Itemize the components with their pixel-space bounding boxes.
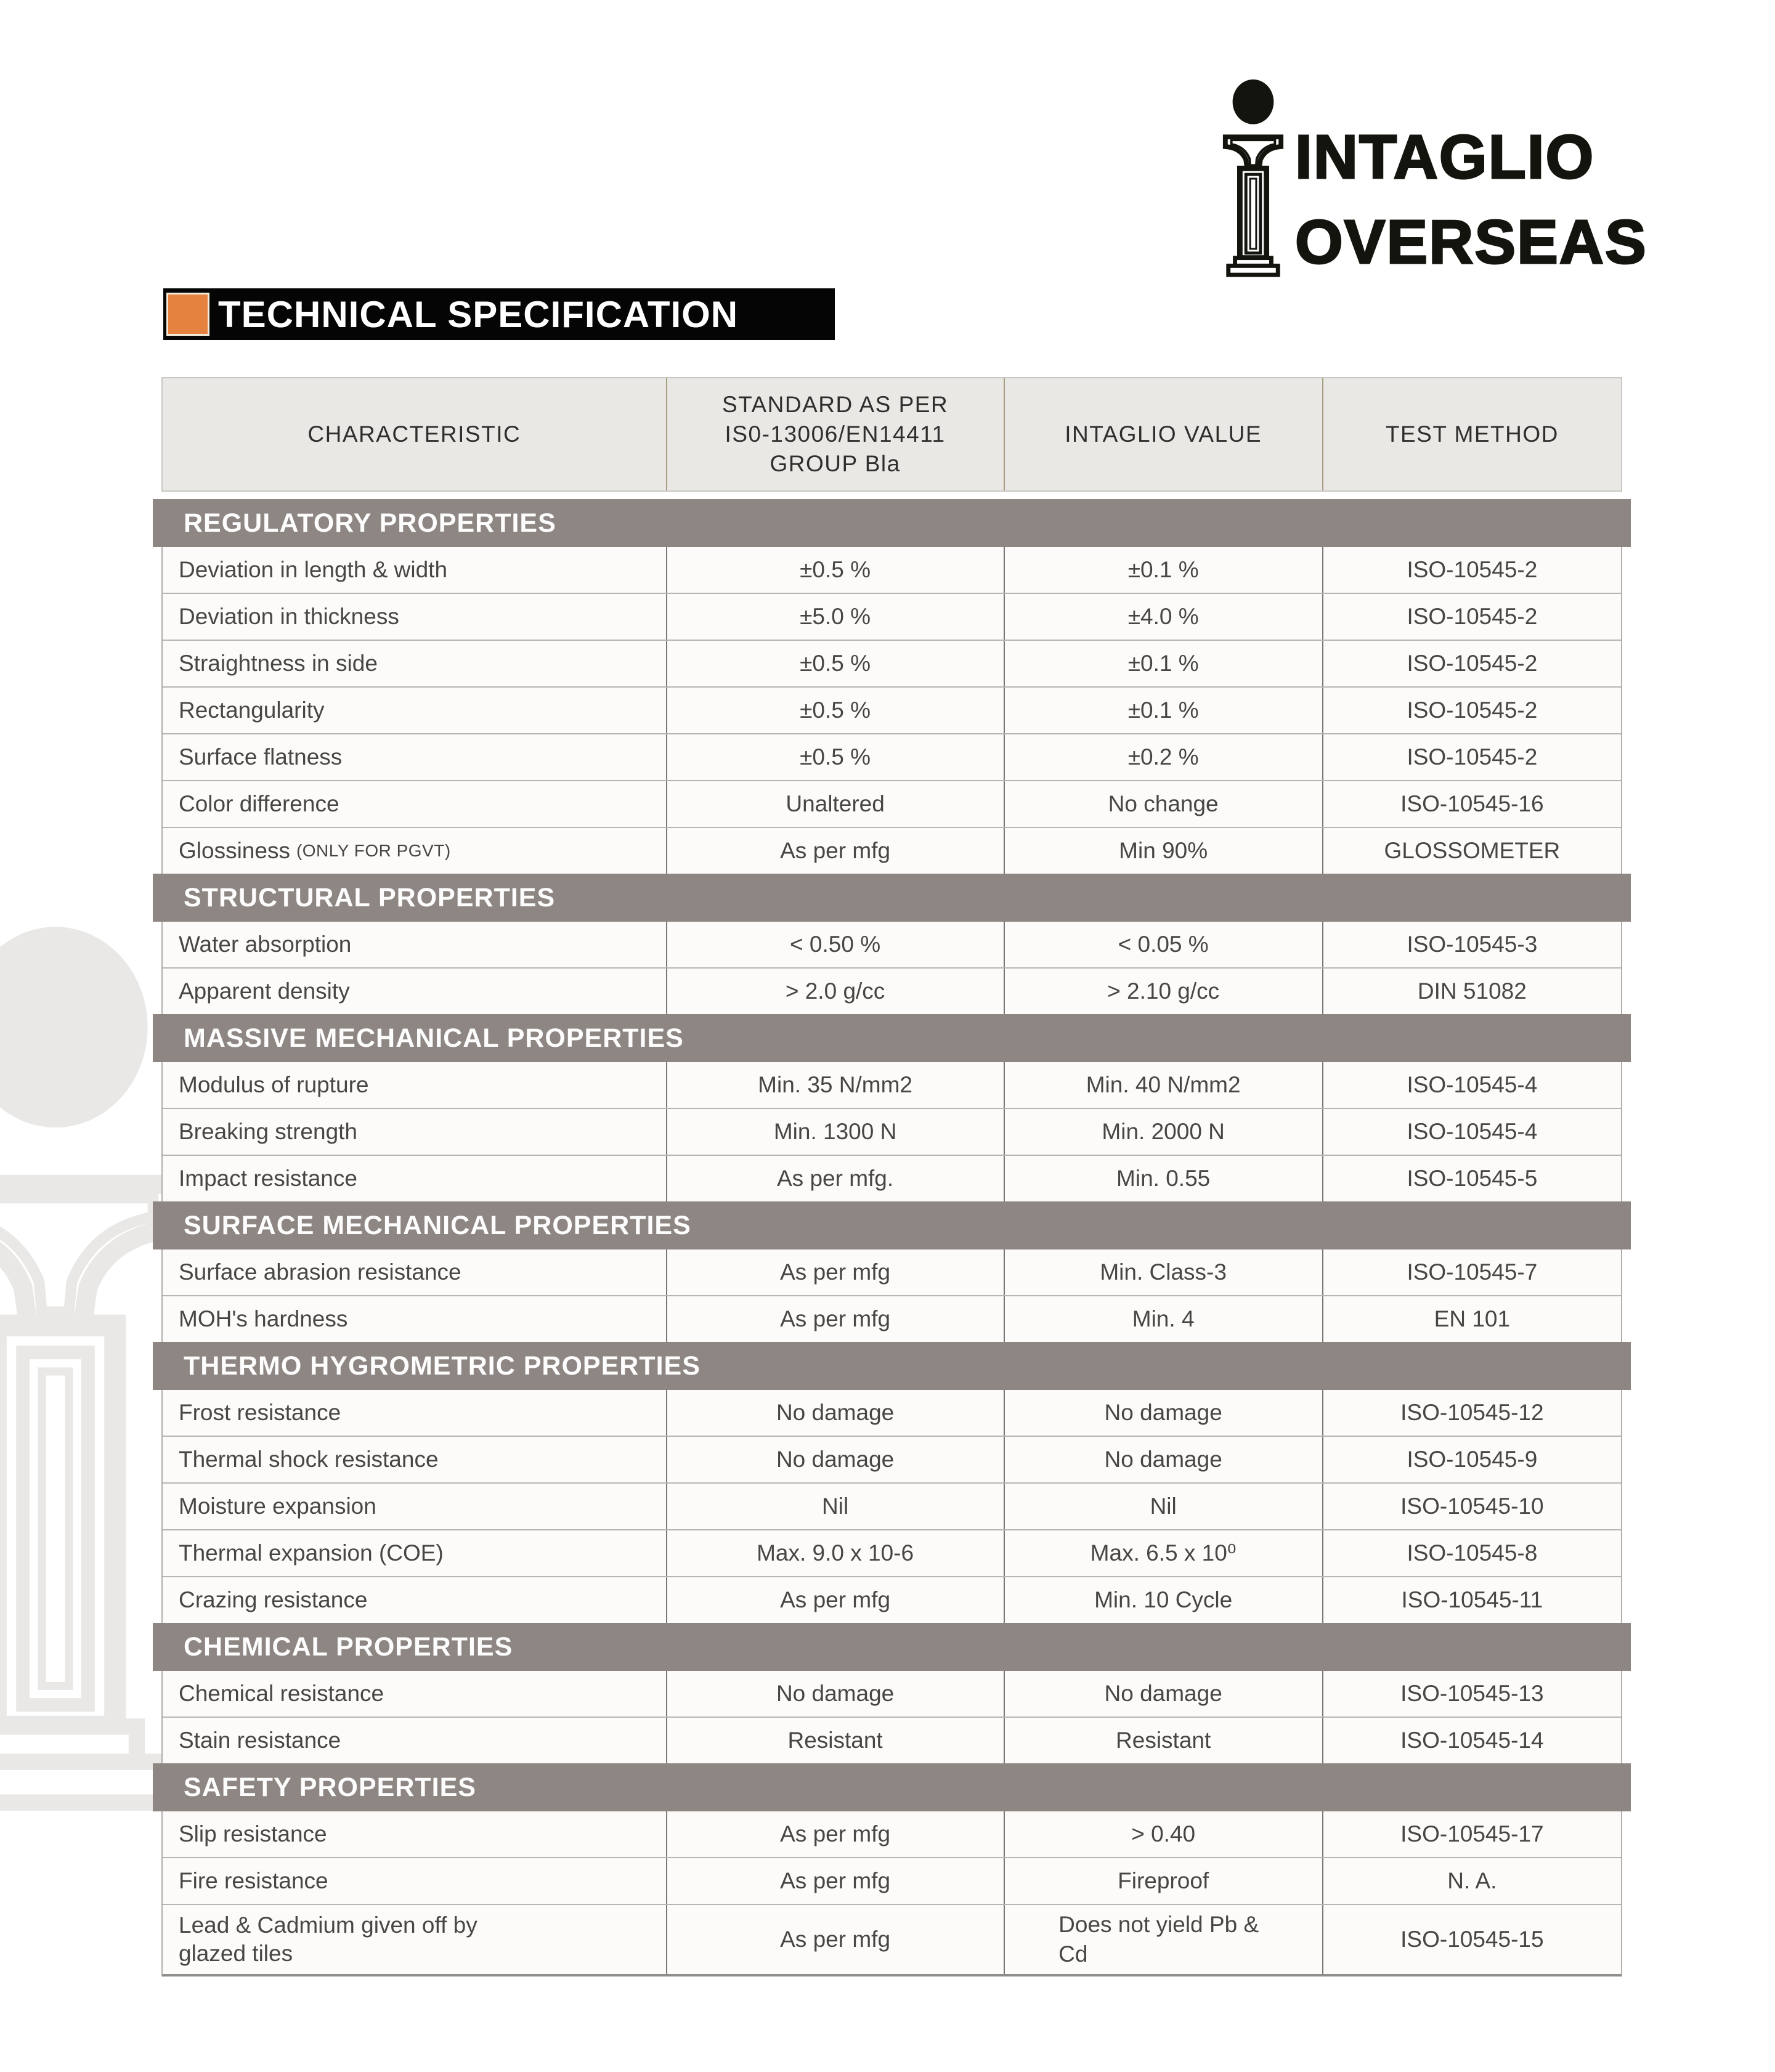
table-row: [163, 969, 1621, 1014]
standard-cell: No damage: [666, 1671, 1004, 1717]
test-method-cell: ISO-10545-2: [1322, 734, 1621, 780]
test-method-cell: ISO-10545-9: [1322, 1437, 1621, 1482]
intaglio-value-cell: [1004, 1530, 1322, 1576]
characteristic-note: (ONLY FOR PGVT): [296, 841, 451, 860]
standard-cell: As per mfg: [666, 828, 1004, 874]
standard-cell: As per mfg: [666, 1577, 1004, 1623]
table-row: [163, 1811, 1621, 1858]
characteristic-cell: [163, 1062, 666, 1108]
characteristic-label: Fire resistance: [179, 1867, 328, 1893]
test-method-cell: ISO-10545-16: [1322, 781, 1621, 827]
table-row: [163, 1249, 1621, 1296]
intaglio-value: ±0.1 %: [1127, 556, 1199, 582]
table-row: [163, 547, 1621, 594]
characteristic-label: Deviation in length & width: [179, 556, 448, 582]
characteristic-label: Chemical resistance: [179, 1680, 384, 1706]
intaglio-value-cell: [1004, 1062, 1322, 1108]
standard-cell: Nil: [666, 1484, 1004, 1529]
characteristic-cell: [163, 1718, 666, 1763]
test-method-cell: ISO-10545-2: [1322, 688, 1621, 733]
intaglio-value-cell: [1004, 922, 1322, 967]
standard-cell: As per mfg: [666, 1811, 1004, 1857]
standard-cell: Min. 35 N/mm2: [666, 1062, 1004, 1108]
characteristic-cell: [163, 1811, 666, 1857]
table-row: [163, 781, 1621, 828]
characteristic-label: Surface flatness: [179, 744, 343, 770]
test-method-cell: DIN 51082: [1322, 969, 1621, 1014]
section-rows: [161, 1390, 1622, 1623]
column-header-3: [1322, 378, 1621, 490]
characteristic-cell: [163, 1858, 666, 1904]
intaglio-value-cell: [1004, 1249, 1322, 1295]
intaglio-value-cell: [1004, 594, 1322, 640]
section-header: SAFETY PROPERTIES: [153, 1763, 1631, 1811]
characteristic-label: Thermal expansion (COE): [179, 1540, 444, 1566]
test-method-cell: ISO-10545-11: [1322, 1577, 1621, 1623]
standard-cell: ±0.5 %: [666, 641, 1004, 686]
table-body: [161, 499, 1622, 1977]
characteristic-cell: [163, 1109, 666, 1155]
standard-cell: < 0.50 %: [666, 922, 1004, 967]
characteristic-cell: [163, 1296, 666, 1342]
standard-cell: As per mfg: [666, 1905, 1004, 1974]
intaglio-value-cell: [1004, 1577, 1322, 1623]
characteristic-label: Water absorption: [179, 931, 352, 957]
column-header-line: INTAGLIO VALUE: [1065, 421, 1262, 447]
table-header-row: [161, 377, 1622, 492]
table-row: [163, 1858, 1621, 1905]
intaglio-value-cell: [1004, 1718, 1322, 1763]
intaglio-value: ±0.2 %: [1127, 744, 1199, 770]
characteristic-cell: [163, 1577, 666, 1623]
characteristic-label: Breaking strength: [179, 1118, 358, 1144]
characteristic-label: Slip resistance: [179, 1821, 327, 1847]
characteristic-label: Straightness in side: [179, 650, 378, 676]
section-header: REGULATORY PROPERTIES: [153, 499, 1631, 547]
test-method-cell: EN 101: [1322, 1296, 1621, 1342]
intaglio-value-cell: [1004, 688, 1322, 733]
test-method-cell: ISO-10545-14: [1322, 1718, 1621, 1763]
intaglio-value-cell: [1004, 969, 1322, 1014]
table-row: [163, 828, 1621, 874]
table-row: [163, 688, 1621, 734]
intaglio-value: Fireproof: [1118, 1867, 1209, 1893]
intaglio-value: No damage: [1104, 1680, 1222, 1706]
characteristic-label: Surface abrasion resistance: [179, 1259, 461, 1285]
intaglio-value: Min. 2000 N: [1102, 1118, 1225, 1144]
intaglio-value-cell: [1004, 1905, 1322, 1974]
test-method-cell: ISO-10545-7: [1322, 1249, 1621, 1295]
intaglio-value: Min. Class-3: [1100, 1259, 1227, 1285]
logo-text: [1295, 115, 1647, 282]
table-row: [163, 734, 1621, 781]
standard-cell: No damage: [666, 1390, 1004, 1436]
intaglio-value-cell: [1004, 781, 1322, 827]
intaglio-value: No damage: [1104, 1446, 1222, 1472]
characteristic-label: Thermal shock resistance: [179, 1446, 439, 1472]
intaglio-value: Min. 0.55: [1116, 1165, 1211, 1191]
characteristic-cell: [163, 594, 666, 640]
characteristic-cell: [163, 1905, 666, 1974]
table-row: [163, 1905, 1621, 1974]
table-row: [163, 1390, 1621, 1437]
column-header-0: [163, 378, 666, 490]
section-rows: [161, 1671, 1622, 1763]
test-method-cell: ISO-10545-15: [1322, 1905, 1621, 1974]
intaglio-value-cell: [1004, 1390, 1322, 1436]
test-method-cell: ISO-10545-10: [1322, 1484, 1621, 1529]
section-header: STRUCTURAL PROPERTIES: [153, 874, 1631, 922]
standard-cell: As per mfg.: [666, 1156, 1004, 1201]
intaglio-value: ±0.1 %: [1127, 697, 1199, 723]
section-rows: [161, 1249, 1622, 1342]
characteristic-label: Apparent density: [179, 978, 350, 1004]
test-method-cell: ISO-10545-3: [1322, 922, 1621, 967]
characteristic-cell: [163, 1390, 666, 1436]
standard-cell: ±0.5 %: [666, 688, 1004, 733]
characteristic-label: Frost resistance: [179, 1399, 341, 1425]
intaglio-value: No damage: [1104, 1399, 1222, 1425]
section-rows: [161, 1811, 1622, 1977]
test-method-cell: ISO-10545-17: [1322, 1811, 1621, 1857]
table-row: [163, 1484, 1621, 1530]
standard-cell: ±5.0 %: [666, 594, 1004, 640]
characteristic-cell: [163, 1484, 666, 1529]
standard-cell: ±0.5 %: [666, 547, 1004, 593]
characteristic-cell: [163, 1249, 666, 1295]
intaglio-value-cell: [1004, 1156, 1322, 1201]
intaglio-value: Min 90%: [1119, 837, 1208, 863]
intaglio-value-cell: [1004, 1671, 1322, 1717]
characteristic-cell: [163, 969, 666, 1014]
characteristic-cell: [163, 734, 666, 780]
column-header-1: [666, 378, 1004, 490]
section-header: CHEMICAL PROPERTIES: [153, 1623, 1631, 1671]
characteristic-label: Crazing resistance: [179, 1587, 368, 1612]
characteristic-label: Rectangularity: [179, 697, 325, 723]
test-method-cell: ISO-10545-4: [1322, 1062, 1621, 1108]
characteristic-cell: [163, 1671, 666, 1717]
test-method-cell: ISO-10545-12: [1322, 1390, 1621, 1436]
characteristic-cell: [163, 1437, 666, 1482]
characteristic-cell: [163, 547, 666, 593]
intaglio-value: Min. 4: [1132, 1306, 1195, 1331]
table-row: [163, 1437, 1621, 1484]
characteristic-cell: [163, 781, 666, 827]
test-method-cell: ISO-10545-5: [1322, 1156, 1621, 1201]
characteristic-label: Modulus of rupture: [179, 1071, 369, 1097]
characteristic-cell: [163, 1156, 666, 1201]
section-rows: [161, 1062, 1622, 1201]
intaglio-value: Nil: [1150, 1493, 1177, 1519]
test-method-cell: ISO-10545-2: [1322, 594, 1621, 640]
characteristic-cell: [163, 641, 666, 686]
intaglio-value-cell: [1004, 1296, 1322, 1342]
test-method-cell: ISO-10545-2: [1322, 547, 1621, 593]
characteristic-label: MOH's hardness: [179, 1306, 348, 1331]
intaglio-value-cell: [1004, 1437, 1322, 1482]
section-rows: [161, 547, 1622, 874]
standard-cell: As per mfg: [666, 1249, 1004, 1295]
standard-cell: No damage: [666, 1437, 1004, 1482]
intaglio-value: Min. 10 Cycle: [1094, 1587, 1233, 1612]
intaglio-value-cell: [1004, 1811, 1322, 1857]
intaglio-value-cell: [1004, 828, 1322, 874]
intaglio-value: ±0.1 %: [1127, 650, 1199, 676]
section-header: THERMO HYGROMETRIC PROPERTIES: [153, 1342, 1631, 1390]
intaglio-value-cell: [1004, 1858, 1322, 1904]
intaglio-value: < 0.05 %: [1118, 931, 1209, 957]
intaglio-value-cell: [1004, 641, 1322, 686]
intaglio-value-cell: [1004, 1109, 1322, 1155]
table-row: [163, 641, 1621, 688]
test-method-cell: ISO-10545-8: [1322, 1530, 1621, 1576]
table-row: [163, 594, 1621, 641]
standard-cell: Resistant: [666, 1718, 1004, 1763]
intaglio-value: Does not yield Pb & Cd: [1058, 1912, 1259, 1967]
characteristic-label: Impact resistance: [179, 1165, 357, 1191]
section-header: MASSIVE MECHANICAL PROPERTIES: [153, 1014, 1631, 1062]
test-method-cell: N. A.: [1322, 1858, 1621, 1904]
header-gap: [161, 492, 1622, 499]
intaglio-value: > 0.40: [1131, 1821, 1196, 1847]
page-title: TECHNICAL SPECIFICATION: [218, 293, 739, 335]
section-rows: [161, 922, 1622, 1014]
column-header-line: GROUP Bla: [770, 451, 901, 477]
intaglio-value: Max. 6.5 x 10⁰: [1090, 1540, 1237, 1566]
table-row: [163, 922, 1621, 969]
standard-cell: Min. 1300 N: [666, 1109, 1004, 1155]
column-header-line: CHARACTERISTIC: [307, 421, 521, 447]
intaglio-value-cell: [1004, 547, 1322, 593]
intaglio-value: Resistant: [1116, 1727, 1211, 1753]
characteristic-cell: [163, 688, 666, 733]
column-header-line: TEST METHOD: [1385, 421, 1559, 447]
table-row: [163, 1156, 1621, 1201]
table-row: [163, 1718, 1621, 1763]
table-row: [163, 1530, 1621, 1577]
standard-cell: Unaltered: [666, 781, 1004, 827]
column-header-line: STANDARD AS PER: [721, 391, 949, 417]
characteristic-label: Stain resistance: [179, 1727, 341, 1753]
characteristic-label: Deviation in thickness: [179, 603, 399, 629]
pillar-i-icon: [1221, 79, 1285, 278]
intaglio-value: No change: [1108, 790, 1219, 816]
logo-line-2: OVERSEAS: [1295, 208, 1647, 277]
characteristic-label: Color difference: [179, 790, 339, 816]
characteristic-cell: [163, 922, 666, 967]
intaglio-value: Min. 40 N/mm2: [1086, 1071, 1241, 1097]
column-header-line: IS0-13006/EN14411: [725, 421, 946, 447]
table-row: [163, 1671, 1621, 1718]
test-method-cell: GLOSSOMETER: [1322, 828, 1621, 874]
title-bar: [163, 288, 835, 340]
characteristic-label: Lead & Cadmium given off by glazed tiles: [179, 1912, 477, 1967]
logo-line-1: INTAGLIO: [1295, 123, 1595, 192]
table-row: [163, 1577, 1621, 1623]
standard-cell: ±0.5 %: [666, 734, 1004, 780]
standard-cell: As per mfg: [666, 1858, 1004, 1904]
intaglio-value-cell: [1004, 1484, 1322, 1529]
table-row: [163, 1296, 1621, 1342]
characteristic-label: Glossiness: [179, 837, 290, 863]
intaglio-value-cell: [1004, 734, 1322, 780]
characteristic-cell: [163, 828, 666, 874]
intaglio-value: ±4.0 %: [1127, 603, 1199, 629]
orange-accent-square: [166, 293, 209, 336]
test-method-cell: ISO-10545-13: [1322, 1671, 1621, 1717]
standard-cell: As per mfg: [666, 1296, 1004, 1342]
standard-cell: Max. 9.0 x 10-6: [666, 1530, 1004, 1576]
logo: [1221, 79, 1714, 282]
test-method-cell: ISO-10545-4: [1322, 1109, 1621, 1155]
table-row: [163, 1062, 1621, 1109]
characteristic-cell: [163, 1530, 666, 1576]
column-header-2: [1004, 378, 1322, 490]
test-method-cell: ISO-10545-2: [1322, 641, 1621, 686]
table-row: [163, 1109, 1621, 1156]
spec-table: [161, 377, 1622, 1977]
characteristic-label: Moisture expansion: [179, 1493, 376, 1519]
standard-cell: > 2.0 g/cc: [666, 969, 1004, 1014]
section-header: SURFACE MECHANICAL PROPERTIES: [153, 1201, 1631, 1249]
intaglio-value: > 2.10 g/cc: [1107, 978, 1220, 1004]
